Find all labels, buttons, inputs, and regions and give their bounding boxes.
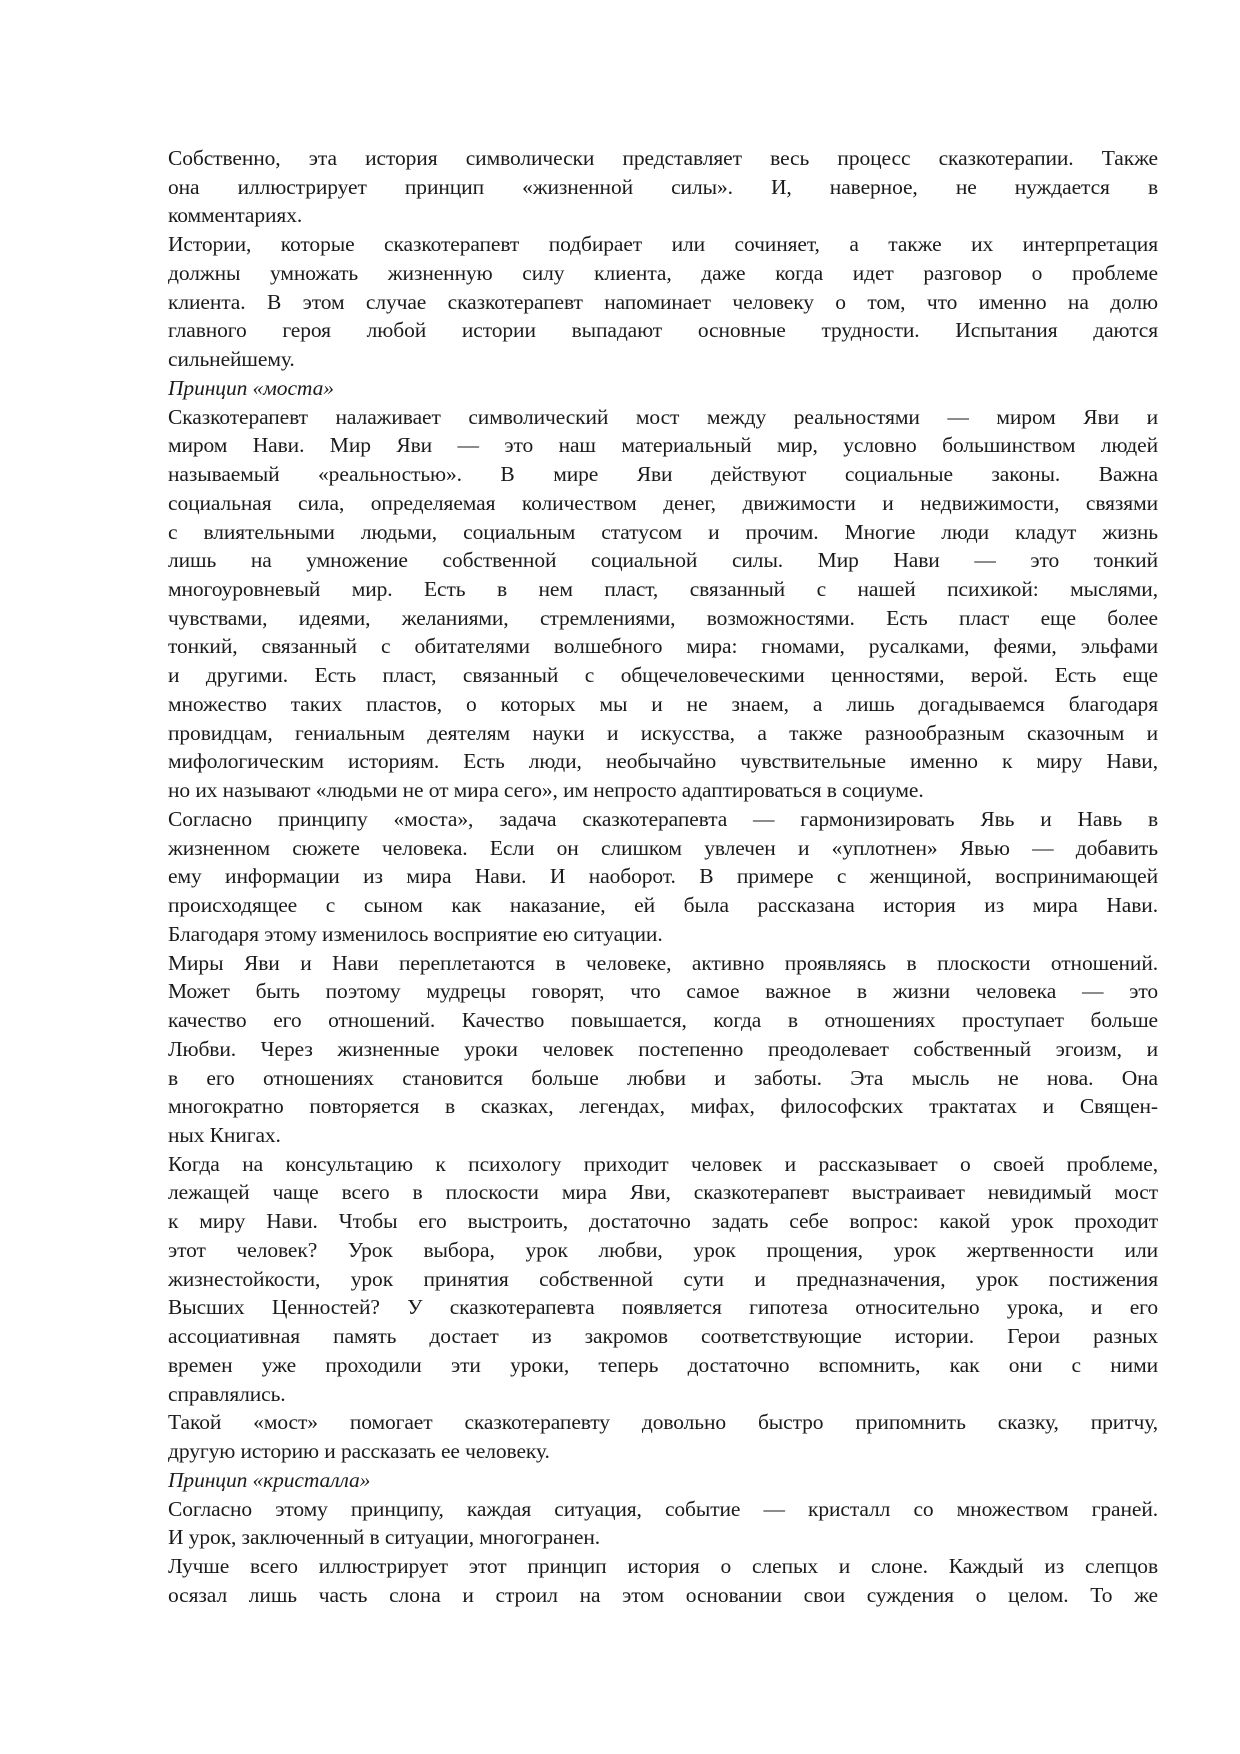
- text-line: ных Книгах.: [168, 1122, 281, 1147]
- text-line: Миры Яви и Нави переплетаются в человеке, активно проявляясь в плоскости отношений.: [168, 950, 1158, 975]
- body-text: [168, 144, 1158, 1609]
- text-line: тонкий, связанный с обитателями волшебного мира: гномами, русалками, феями, эльфами: [168, 634, 1158, 659]
- text-line: лишь на умножение собственной социальной силы. Мир Нави — это тонкий: [168, 548, 1158, 573]
- text-line: Согласно принципу «моста», задача сказкотерапевта — гармонизировать Явь и Навь в: [168, 806, 1158, 831]
- text-line: происходящее с сыном как наказание, ей была рассказана история из мира Нави.: [168, 893, 1158, 918]
- text-line: многократно повторяется в сказках, легендах, мифах, философских трактатах и Священ-: [168, 1094, 1158, 1119]
- text-line: комментариях.: [168, 203, 303, 228]
- section-heading: Принцип «моста»: [168, 375, 334, 400]
- text-line: чувствами, идеями, желаниями, стремлениями, возможностями. Есть пласт еще более: [168, 605, 1158, 630]
- text-line: миром Нави. Мир Яви — это наш материальный мир, условно большинством людей: [168, 433, 1158, 458]
- text-line: И урок, заключенный в ситуации, многогранен.: [168, 1525, 600, 1550]
- text-line: другую историю и рассказать ее человеку.: [168, 1439, 550, 1464]
- text-line: сильнейшему.: [168, 347, 295, 372]
- text-line: она иллюстрирует принцип «жизненной силы». И, наверное, не нуждается в: [168, 174, 1158, 199]
- text-line: этот человек? Урок выбора, урок любви, урок прощения, урок жертвенности или: [168, 1237, 1158, 1262]
- text-line: Сказкотерапевт налаживает символический мост между реальностями — миром Яви и: [168, 404, 1158, 429]
- text-line: времен уже проходили эти уроки, теперь достаточно вспомнить, как они с ними: [168, 1352, 1158, 1377]
- text-line: называемый «реальностью». В мире Яви действуют социальные законы. Важна: [168, 462, 1158, 487]
- text-line: в его отношениях становится больше любви и заботы. Эта мысль не нова. Она: [168, 1065, 1158, 1090]
- text-line: ассоциативная память достает из закромов соответствующие истории. Герои разных: [168, 1324, 1158, 1349]
- text-line: но их называют «людьми не от мира сего», им непросто адаптироваться в социуме.: [168, 778, 924, 803]
- text-line: Такой «мост» помогает сказкотерапевту довольно быстро припомнить сказку, притчу,: [168, 1410, 1158, 1435]
- text-line: главного героя любой истории выпадают основные трудности. Испытания даются: [168, 318, 1158, 343]
- text-line: Истории, которые сказкотерапевт подбирает или сочиняет, а также их интерпретация: [168, 232, 1158, 257]
- text-line: Благодаря этому изменилось восприятие ею ситуации.: [168, 921, 663, 946]
- text-line: провидцам, гениальным деятелям науки и искусства, а также разнообразным сказочным и: [168, 720, 1158, 745]
- text-line: ему информации из мира Нави. И наоборот. В примере с женщиной, воспринимающей: [168, 864, 1158, 889]
- text-line: Согласно этому принципу, каждая ситуация, событие — кристалл со множеством граней.: [168, 1496, 1158, 1521]
- text-line: осязал лишь часть слона и строил на этом основании свои суждения о целом. То же: [168, 1582, 1158, 1607]
- text-line: с влиятельными людьми, социальным статусом и прочим. Многие люди кладут жизнь: [168, 519, 1158, 544]
- text-line: Любви. Через жизненные уроки человек постепенно преодолевает собственный эгоизм, и: [168, 1036, 1158, 1061]
- text-line: мифологическим историям. Есть люди, необычайно чувствительные именно к миру Нави,: [168, 749, 1158, 774]
- text-line: лежащей чаще всего в плоскости мира Яви, сказкотерапевт выстраивает невидимый мост: [168, 1180, 1158, 1205]
- text-line: справлялись.: [168, 1381, 286, 1406]
- text-line: к миру Нави. Чтобы его выстроить, достаточно задать себе вопрос: какой урок проходит: [168, 1209, 1158, 1234]
- section-heading: Принцип «кристалла»: [168, 1467, 371, 1492]
- text-line: Собственно, эта история символически представляет весь процесс сказкотерапии. Также: [168, 146, 1158, 170]
- text-line: множество таких пластов, о которых мы и не знаем, а лишь догадываемся благодаря: [168, 691, 1158, 716]
- text-line: качество его отношений. Качество повышается, когда в отношениях проступает больше: [168, 1008, 1158, 1033]
- text-line: Когда на консультацию к психологу приходит человек и рассказывает о своей проблеме,: [168, 1151, 1158, 1176]
- text-line: многоуровневый мир. Есть в нем пласт, связанный с нашей психикой: мыслями,: [168, 577, 1158, 602]
- text-line: жизнестойкости, урок принятия собственной сути и предназначения, урок постижения: [168, 1266, 1158, 1291]
- text-line: Высших Ценностей? У сказкотерапевта появляется гипотеза относительно урока, и его: [168, 1295, 1158, 1320]
- text-line: и другими. Есть пласт, связанный с общечеловеческими ценностями, верой. Есть еще: [168, 663, 1158, 688]
- text-line: должны умножать жизненную силу клиента, даже когда идет разговор о проблеме: [168, 260, 1158, 285]
- text-line: социальная сила, определяемая количеством денег, движимости и недвижимости, связями: [168, 490, 1158, 515]
- text-line: Может быть поэтому мудрецы говорят, что самое важное в жизни человека — это: [168, 979, 1158, 1004]
- text-line: жизненном сюжете человека. Если он слишком увлечен и «уплотнен» Явью — добавить: [168, 835, 1158, 860]
- text-line: клиента. В этом случае сказкотерапевт напоминает человеку о том, что именно на долю: [168, 289, 1158, 314]
- text-line: Лучше всего иллюстрирует этот принцип история о слепых и слоне. Каждый из слепцов: [168, 1553, 1158, 1578]
